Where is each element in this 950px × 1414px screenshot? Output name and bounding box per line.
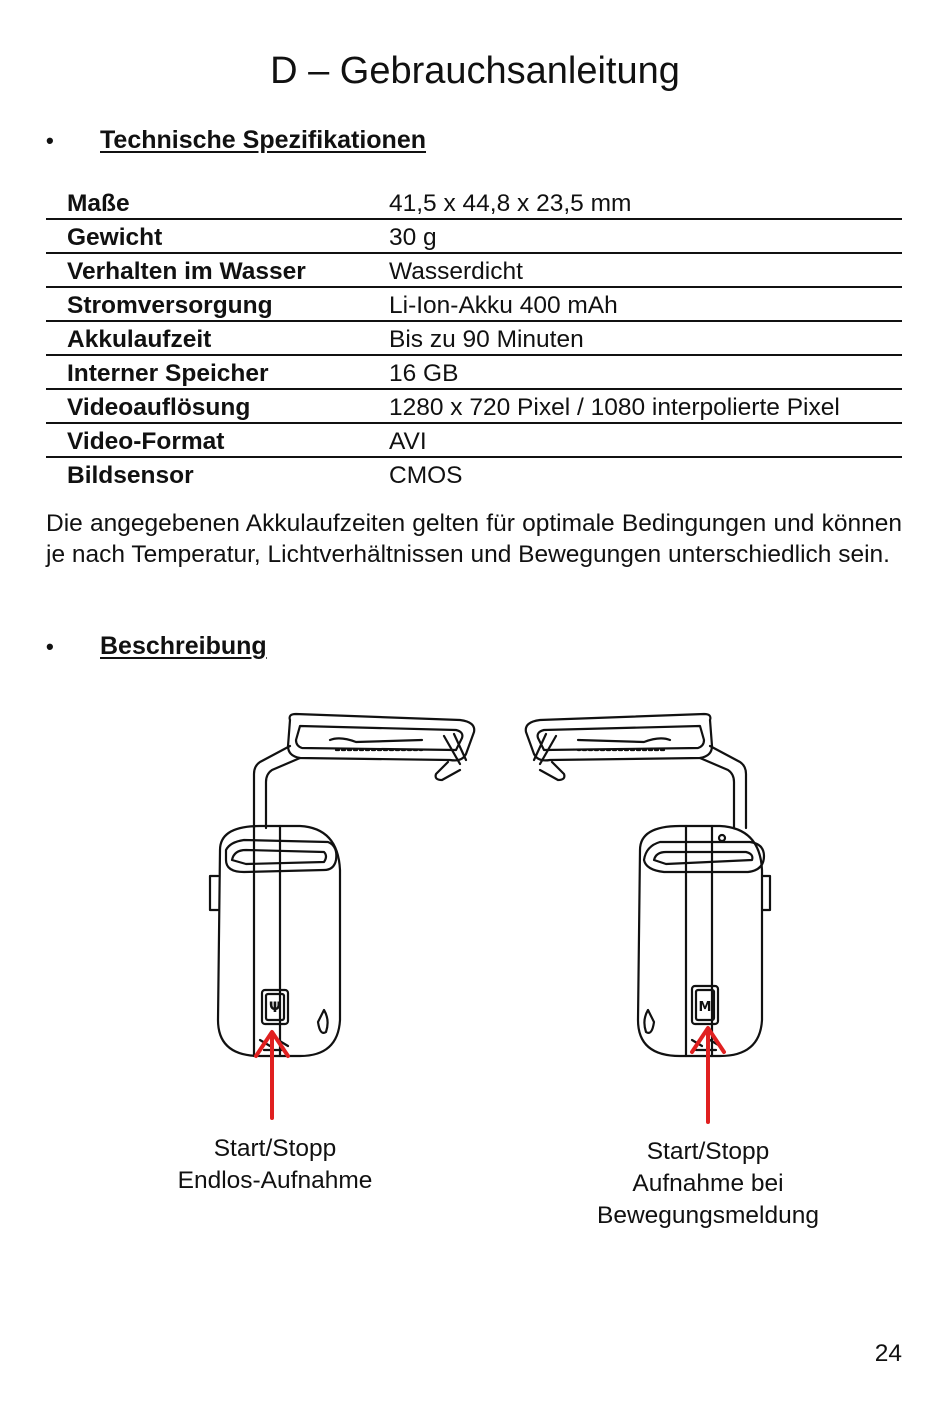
spec-value: 16 GB xyxy=(389,360,459,387)
spec-value: Wasserdicht xyxy=(389,258,523,285)
button-mark-right: M xyxy=(698,1000,712,1015)
caption-line: Start/Stopp xyxy=(213,1135,337,1162)
camera-left-illustration xyxy=(210,714,474,1056)
bullet: • xyxy=(46,634,54,659)
caption-line: Aufnahme bei xyxy=(632,1170,784,1197)
camera-diagram xyxy=(160,700,840,1140)
camera-right-illustration xyxy=(526,714,770,1056)
table-row xyxy=(46,457,902,490)
spec-value: 41,5 x 44,8 x 23,5 mm xyxy=(389,190,632,217)
spec-key: Bildsensor xyxy=(67,462,194,489)
spec-value: 30 g xyxy=(389,224,437,251)
spec-value: AVI xyxy=(389,428,427,455)
page-number: 24 xyxy=(874,1340,902,1367)
caption-line: Start/Stopp xyxy=(646,1138,770,1165)
spec-key: Akkulaufzeit xyxy=(67,326,212,353)
table-row xyxy=(46,186,902,219)
section-heading-specs xyxy=(46,126,426,155)
table-row xyxy=(46,355,902,389)
button-mark-left: Ψ xyxy=(269,1000,281,1016)
table-row xyxy=(46,253,902,287)
spec-key: Gewicht xyxy=(67,224,163,251)
caption-line: Endlos-Aufnahme xyxy=(177,1167,373,1194)
table-row xyxy=(46,389,902,423)
caption-line: Bewegungsmeldung xyxy=(596,1202,820,1229)
spec-key: Interner Speicher xyxy=(67,360,269,387)
spec-key: Videoauflösung xyxy=(67,394,251,421)
section-heading-description xyxy=(46,632,267,661)
section-heading-label: Beschreibung xyxy=(100,632,267,660)
caption-left xyxy=(130,1133,420,1197)
spec-value: CMOS xyxy=(389,462,463,489)
arrow-right xyxy=(692,1028,724,1122)
arrow-left xyxy=(256,1032,288,1118)
bullet: • xyxy=(46,128,54,153)
caption-right xyxy=(558,1136,858,1232)
spec-table xyxy=(46,186,902,490)
table-row xyxy=(46,287,902,321)
section-heading-label: Technische Spezifikationen xyxy=(100,126,427,154)
table-row xyxy=(46,321,902,355)
battery-note: Die angegebenen Akkulaufzeiten gelten für optimale Bedingungen und können je nach Temperatur, Lichtverhältnissen und Bewegungen unterschiedlich sein. xyxy=(46,510,902,568)
spec-key: Stromversorgung xyxy=(67,292,273,319)
spec-key: Maße xyxy=(67,190,130,217)
page-title: D – Gebrauchsanleitung xyxy=(270,50,680,92)
spec-key: Verhalten im Wasser xyxy=(67,258,306,285)
table-row xyxy=(46,219,902,253)
spec-value: 1280 x 720 Pixel / 1080 interpolierte Pixel xyxy=(389,394,840,421)
spec-value: Li-Ion-Akku 400 mAh xyxy=(389,292,618,319)
spec-value: Bis zu 90 Minuten xyxy=(389,326,584,353)
spec-key: Video-Format xyxy=(67,428,225,455)
table-row xyxy=(46,423,902,457)
